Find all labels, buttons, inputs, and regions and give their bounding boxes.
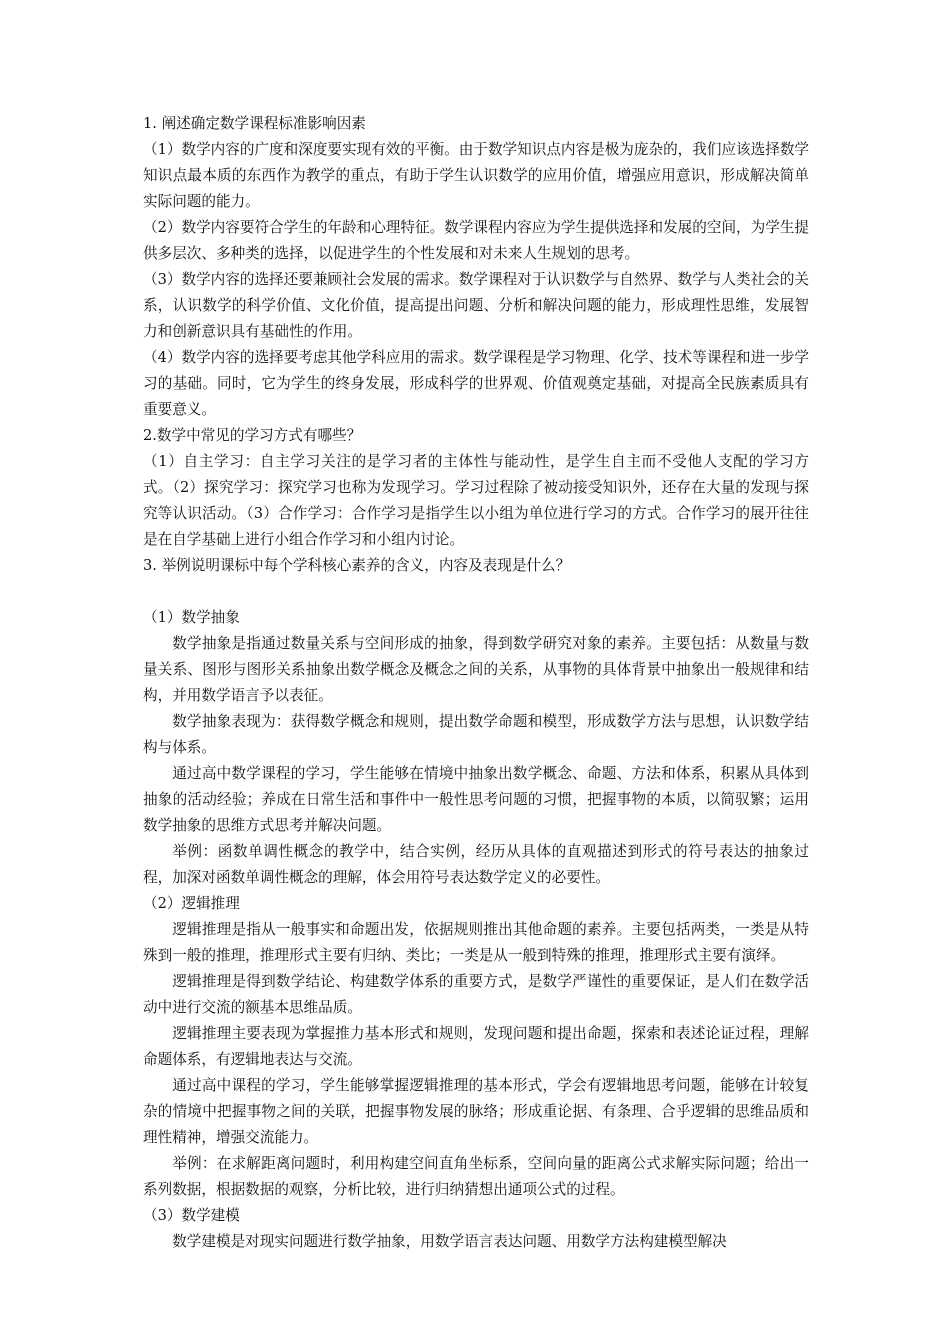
question-1-heading: 1. 阐述确定数学课程标准影响因素 [143,115,366,132]
paragraph: 通过高中课程的学习，学生能够掌握逻辑推理的基本形式，学会有逻辑地思考问题，能够在计较复杂的情境中把握事物之间的关联，把握事物发展的脉络；形成重论据、有条理、合乎逻辑的思维品质和理性精神，增强交流能力。 [143,1077,809,1146]
paragraph: 逻辑推理是指从一般事实和命题出发，依据规则推出其他命题的素养。主要包括两类，一类是从特殊到一般的推理，推理形式主要有归纳、类比；一类是从一般到特殊的推理，推理形式主要有演绎。 [143,921,809,964]
paragraph: 逻辑推理主要表现为掌握推力基本形式和规则，发现问题和提出命题，探索和表述论证过程，理解命题体系，有逻辑地表达与交流。 [143,1025,809,1068]
paragraph: 举例：函数单调性概念的教学中，结合实例，经历从具体的直观描述到形式的符号表达的抽象过程，加深对函数单调性概念的理解，体会用符号表达数学定义的必要性。 [143,843,809,886]
question-3-heading: 3. 举例说明课标中每个学科核心素养的含义，内容及表现是什么？ [143,557,571,574]
question-1-point-3: （3）数学内容的选择还要兼顾社会发展的需求。数学课程对于认识数学与自然界、数学与人类社会的关系，认识数学的科学价值、文化价值，提高提出问题、分析和解决问题的能力，形成理性思维，发展智力和创新意识具有基础性的作用。 [143,271,810,340]
section-heading-math-abstraction: （1）数学抽象 [143,609,240,626]
section-heading-logical-reasoning: （2）逻辑推理 [143,895,240,912]
paragraph: 数学抽象是指通过数量关系与空间形成的抽象，得到数学研究对象的素养。主要包括：从数量与数量关系、图形与图形关系抽象出数学概念及概念之间的关系，从事物的具体背景中抽象出一般规律和结构，并用数学语言予以表征。 [143,635,809,704]
paragraph: 数学抽象表现为：获得数学概念和规则，提出数学命题和模型，形成数学方法与思想，认识数学结构与体系。 [143,713,809,756]
paragraph: 数学建模是对现实问题进行数学抽象，用数学语言表达问题、用数学方法构建模型解决 [172,1233,727,1250]
question-1-point-4: （4）数学内容的选择要考虑其他学科应用的需求。数学课程是学习物理、化学、技术等课程和进一步学习的基础。同时，它为学生的终身发展，形成科学的世界观、价值观奠定基础，对提高全民族素质具有重要意义。 [143,349,810,418]
paragraph: 举例：在求解距离问题时，利用构建空间直角坐标系，空间向量的距离公式求解实际问题；给出一系列数据，根据数据的观察，分析比较，进行归纳猜想出通项公式的过程。 [143,1155,809,1198]
question-1-point-2: （2）数学内容要符合学生的年龄和心理特征。数学课程内容应为学生提供选择和发展的空间，为学生提供多层次、多种类的选择，以促进学生的个性发展和对未来人生规划的思考。 [143,219,810,262]
question-1-point-1: （1）数学内容的广度和深度要实现有效的平衡。由于数学知识点内容是极为庞杂的，我们应该选择数学知识点最本质的东西作为教学的重点，有助于学生认识数学的应用价值，增强应用意识，形成解决简单实际问题的能力。 [143,141,810,210]
paragraph: 通过高中数学课程的学习，学生能够在情境中抽象出数学概念、命题、方法和体系，积累从具体到抽象的活动经验；养成在日常生活和事件中一般性思考问题的习惯，把握事物的本质，以简驭繁；运用数学抽象的思维方式思考并解决问题。 [143,765,809,834]
blank-line [143,579,809,605]
document-body [143,111,809,1255]
section-heading-math-modeling: （3）数学建模 [143,1207,240,1224]
question-2-heading: 2.数学中常见的学习方式有哪些？ [143,427,362,444]
question-2-answer: （1）自主学习：自主学习关注的是学习者的主体性与能动性，是学生自主而不受他人支配的学习方式。（2）探究学习：探究学习也称为发现学习。学习过程除了被动接受知识外，还存在大量的发现与探究等认识活动。（3）合作学习：合作学习是指学生以小组为单位进行学习的方式。合作学习的展开往往是在自学基础上进行小组合作学习和小组内讨论。 [143,453,809,548]
paragraph: 逻辑推理是得到数学结论、构建数学体系的重要方式，是数学严谨性的重要保证，是人们在数学活动中进行交流的额基本思维品质。 [143,973,809,1016]
